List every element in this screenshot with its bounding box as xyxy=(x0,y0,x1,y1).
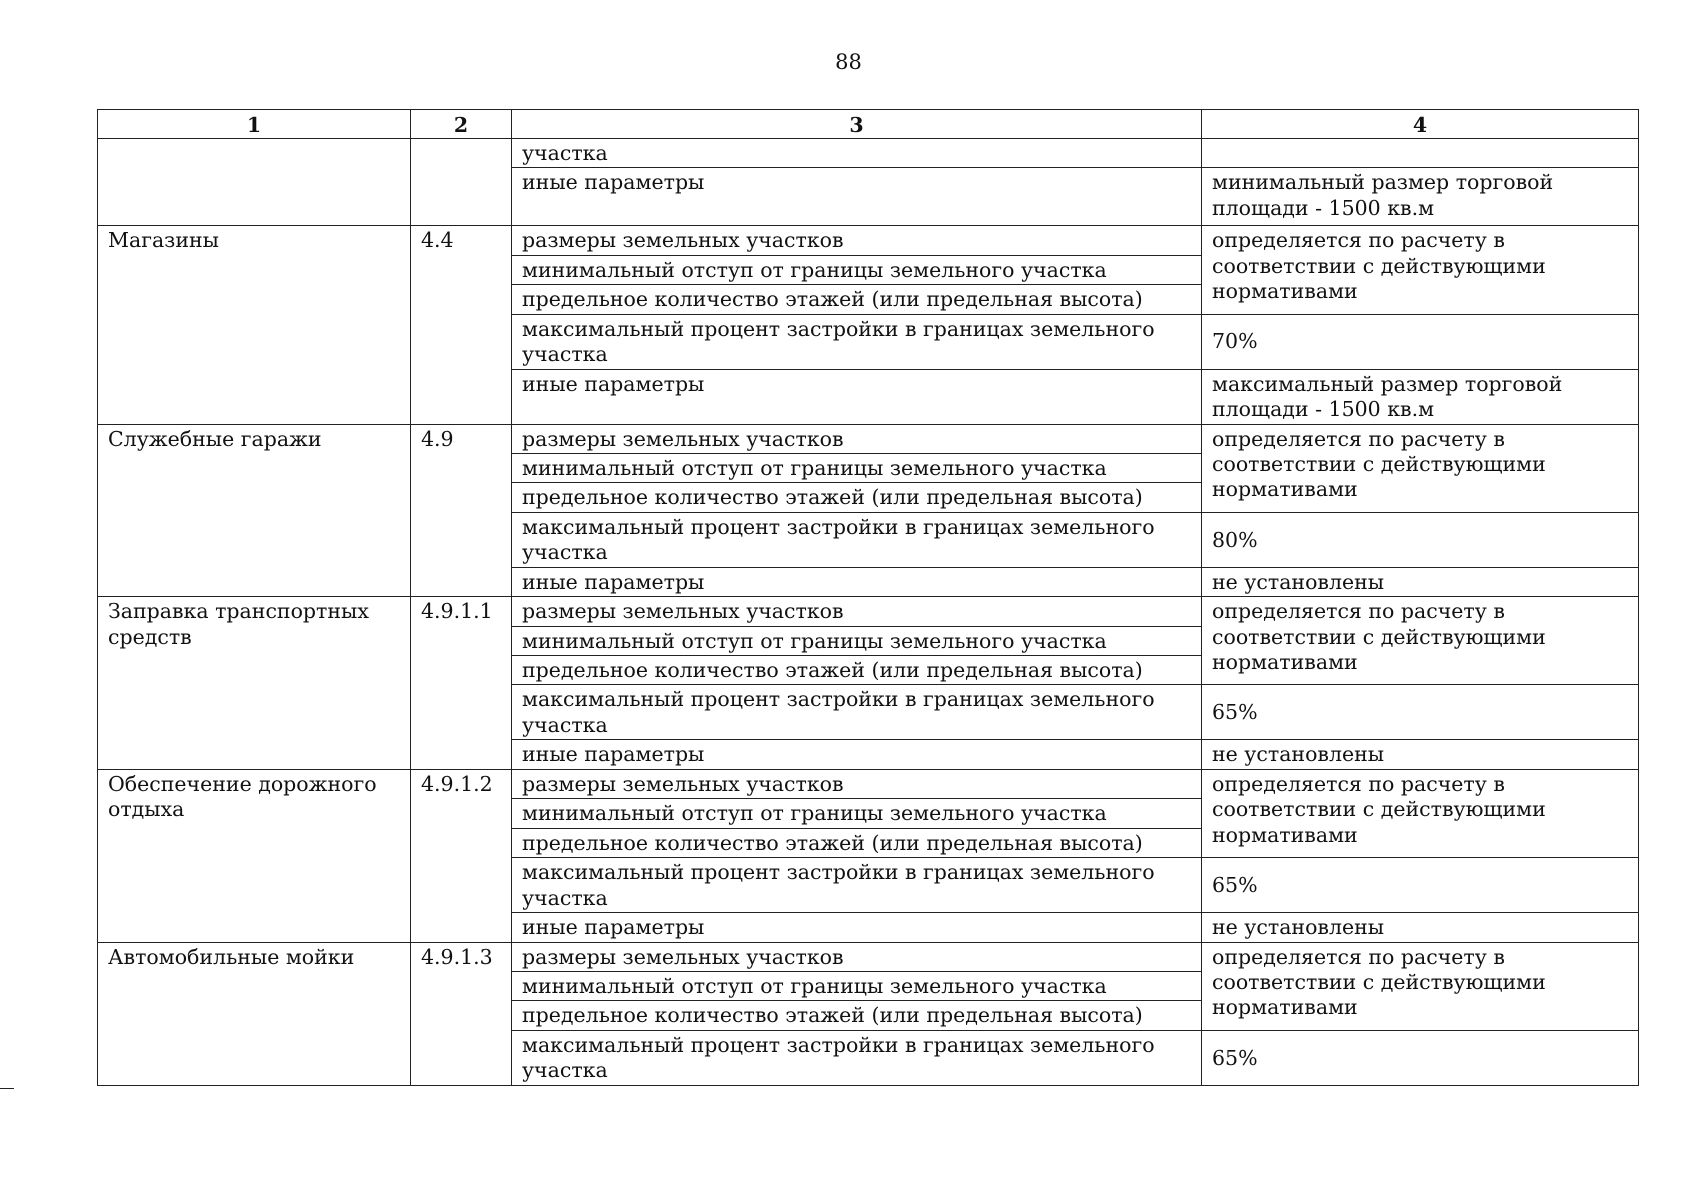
column-header-3: 3 xyxy=(512,110,1202,139)
code-cell: 4.9.1.2 xyxy=(411,769,512,942)
use-name-cell: Служебные гаражи xyxy=(98,424,411,597)
table-row xyxy=(98,139,1639,168)
param-cell: иные параметры xyxy=(512,567,1202,596)
code-cell: 4.4 xyxy=(411,226,512,424)
param-cell: иные параметры xyxy=(512,168,1202,226)
code-cell: 4.9.1.3 xyxy=(411,942,512,1085)
value-cell: не установлены xyxy=(1202,913,1639,942)
param-cell: максимальный процент застройки в границах земельного участка xyxy=(512,858,1202,913)
value-cell: максимальный размер торговой площади - 1500 кв.м xyxy=(1202,369,1639,424)
value-cell: 65% xyxy=(1202,858,1639,913)
value-cell: 65% xyxy=(1202,1030,1639,1085)
use-name-cell: Обеспечение дорожного отдыха xyxy=(98,769,411,942)
value-cell: определяется по расчету в соответствии с действующими нормативами xyxy=(1202,769,1639,857)
margin-mark xyxy=(0,1088,14,1089)
column-header-2: 2 xyxy=(411,110,512,139)
page-number: 88 xyxy=(835,50,862,74)
column-header-1: 1 xyxy=(98,110,411,139)
code-cell: 4.9.1.1 xyxy=(411,597,512,770)
param-cell: размеры земельных участков xyxy=(512,942,1202,971)
use-name-cell: Магазины xyxy=(98,226,411,424)
table-row xyxy=(98,942,1639,971)
param-cell: иные параметры xyxy=(512,913,1202,942)
param-cell: предельное количество этажей (или предельная высота) xyxy=(512,828,1202,857)
use-name-cell xyxy=(98,139,411,226)
header-row xyxy=(98,110,1639,139)
value-cell: определяется по расчету в соответствии с действующими нормативами xyxy=(1202,424,1639,512)
param-cell: размеры земельных участков xyxy=(512,226,1202,255)
param-cell: иные параметры xyxy=(512,740,1202,769)
param-cell: размеры земельных участков xyxy=(512,769,1202,798)
value-cell: минимальный размер торговой площади - 1500 кв.м xyxy=(1202,168,1639,226)
regulations-table xyxy=(97,109,1639,1086)
use-name-cell: Автомобильные мойки xyxy=(98,942,411,1085)
table-row xyxy=(98,424,1639,453)
param-cell: минимальный отступ от границы земельного участка xyxy=(512,799,1202,828)
column-header-4: 4 xyxy=(1202,110,1639,139)
param-cell: предельное количество этажей (или предельная высота) xyxy=(512,483,1202,512)
table-row xyxy=(98,226,1639,255)
use-name-cell: Заправка транспортных средств xyxy=(98,597,411,770)
value-cell: определяется по расчету в соответствии с действующими нормативами xyxy=(1202,226,1639,314)
param-cell: минимальный отступ от границы земельного участка xyxy=(512,626,1202,655)
param-cell: минимальный отступ от границы земельного участка xyxy=(512,454,1202,483)
param-cell: предельное количество этажей (или предельная высота) xyxy=(512,1001,1202,1030)
param-cell: размеры земельных участков xyxy=(512,424,1202,453)
param-cell: минимальный отступ от границы земельного участка xyxy=(512,255,1202,284)
param-cell: иные параметры xyxy=(512,369,1202,424)
value-cell: определяется по расчету в соответствии с действующими нормативами xyxy=(1202,597,1639,685)
value-cell: не установлены xyxy=(1202,567,1639,596)
param-cell: максимальный процент застройки в границах земельного участка xyxy=(512,314,1202,369)
param-cell: участка xyxy=(512,139,1202,168)
param-cell: максимальный процент застройки в границах земельного участка xyxy=(512,685,1202,740)
value-cell: не установлены xyxy=(1202,740,1639,769)
value-cell: 65% xyxy=(1202,685,1639,740)
param-cell: предельное количество этажей (или предельная высота) xyxy=(512,656,1202,685)
value-cell: 80% xyxy=(1202,512,1639,567)
param-cell: предельное количество этажей (или предельная высота) xyxy=(512,285,1202,314)
param-cell: максимальный процент застройки в границах земельного участка xyxy=(512,512,1202,567)
table-row xyxy=(98,769,1639,798)
value-cell: 70% xyxy=(1202,314,1639,369)
code-cell: 4.9 xyxy=(411,424,512,597)
param-cell: размеры земельных участков xyxy=(512,597,1202,626)
table-row xyxy=(98,597,1639,626)
param-cell: максимальный процент застройки в границах земельного участка xyxy=(512,1030,1202,1085)
value-cell xyxy=(1202,139,1639,168)
code-cell xyxy=(411,139,512,226)
param-cell: минимальный отступ от границы земельного участка xyxy=(512,971,1202,1000)
value-cell: определяется по расчету в соответствии с действующими нормативами xyxy=(1202,942,1639,1030)
